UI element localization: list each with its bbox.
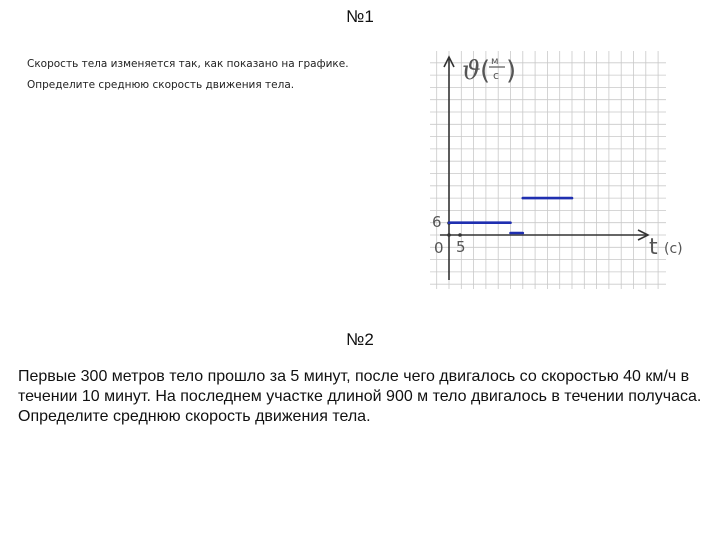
problem2-text: Первые 300 метров тело прошло за 5 минут, после чего двигалось со скоростью 40 км/ч в течении 10 минут. На последнем участке длиной 900 м тело двигалось в течении получаса. Определите среднюю скорость движения тела.: [18, 368, 702, 425]
t-unit-label: (c): [664, 241, 683, 257]
t-tick-label: 5: [456, 238, 466, 256]
velocity-time-graph: [418, 45, 690, 295]
origin-dot: [447, 233, 451, 237]
v-unit-denominator: с: [493, 69, 500, 82]
t-tick-dot: [458, 233, 462, 237]
v-unit-open-paren: (: [480, 56, 491, 86]
v-unit-numerator: м: [491, 56, 499, 67]
problem2-heading: №2: [346, 330, 374, 349]
origin-label: 0: [434, 239, 444, 257]
v-unit-close-paren: ): [506, 56, 517, 86]
problem1-heading: №1: [346, 7, 374, 26]
v-axis-label: ϑ: [462, 56, 481, 86]
t-axis-label: t: [649, 235, 658, 260]
v-tick-label: 6: [432, 213, 442, 231]
problem1-line1: Скорость тела изменяется так, как показано на графике.: [27, 58, 349, 70]
problem1-line2: Определите среднюю скорость движения тела.: [27, 79, 295, 91]
